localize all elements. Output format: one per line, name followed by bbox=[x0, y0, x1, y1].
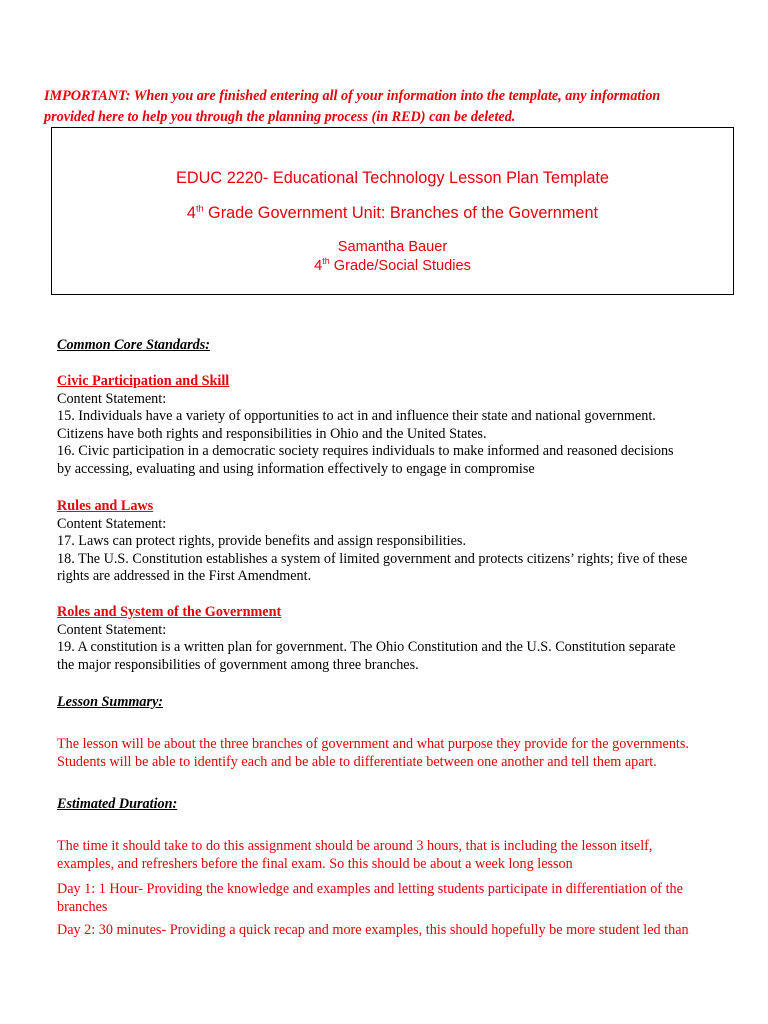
rules-line-2: 18. The U.S. Constitution establishes a system of limited government and protects citizens’ rights; five of these bbox=[57, 550, 688, 567]
grade-subject bbox=[52, 258, 733, 274]
grade-rest: Grade/Social Studies bbox=[329, 258, 471, 274]
duration-day-2 bbox=[57, 922, 737, 940]
day2-line-1: Day 2: 30 minutes- Providing a quick recap and more examples, this should hopefully be more student led than bbox=[57, 922, 689, 938]
roles-line-2: the major responsibilities of government among three branches. bbox=[57, 656, 419, 673]
author-name: Samantha Bauer bbox=[337, 239, 448, 255]
rules-section bbox=[57, 498, 737, 586]
rules-title: Rules and Laws bbox=[57, 498, 154, 514]
grade-sup: th bbox=[322, 256, 330, 267]
civic-content-label: Content Statement: bbox=[57, 390, 167, 407]
summary-line-1: The lesson will be about the three branches of government and what purpose they provide for the governments. bbox=[57, 736, 689, 752]
civic-section bbox=[57, 373, 737, 478]
important-notice bbox=[44, 86, 744, 128]
roles-section bbox=[57, 604, 737, 674]
roles-title: Roles and System of the Government bbox=[57, 604, 282, 620]
duration-day-1 bbox=[57, 881, 737, 916]
standards-heading bbox=[57, 337, 737, 355]
roles-line-1: 19. A constitution is a written plan for government. The Ohio Constitution and the U.S. Constitution separate bbox=[57, 639, 676, 655]
important-line-2: provided here to help you through the planning process (in RED) can be deleted. bbox=[44, 109, 516, 125]
lesson-header-box bbox=[51, 127, 734, 295]
template-title: EDUC 2220- Educational Technology Lesson Plan Template bbox=[176, 169, 609, 187]
duration-heading-text: Estimated Duration: bbox=[57, 796, 178, 812]
unit-rest: Grade Government Unit: Branches of the Government bbox=[203, 204, 599, 222]
standards-heading-text: Common Core Standards: bbox=[57, 337, 210, 353]
day1-line-2: branches bbox=[57, 898, 108, 915]
rules-line-1: 17. Laws can protect rights, provide benefits and assign responsibilities. bbox=[57, 533, 466, 549]
duration-intro bbox=[57, 838, 737, 873]
summary-line-2: Students will be able to identify each and be able to differentiate between one another and tell them apart. bbox=[57, 753, 657, 770]
lesson-summary-heading-text: Lesson Summary: bbox=[57, 694, 164, 710]
duration-intro-line-2: examples, and refreshers before the final exam. So this should be about a week long lesson bbox=[57, 855, 573, 872]
duration-intro-line-1: The time it should take to do this assignment should be around 3 hours, that is including the lesson itself, bbox=[57, 838, 653, 854]
civic-line-3: 16. Civic participation in a democratic society requires individuals to make informed and reasoned decisions bbox=[57, 443, 674, 459]
civic-line-1: 15. Individuals have a variety of opportunities to act in and influence their state and national government. bbox=[57, 408, 656, 424]
lesson-summary-heading bbox=[57, 694, 737, 712]
grade-prefix: 4 bbox=[314, 258, 323, 274]
important-line-1: IMPORTANT: When you are finished entering all of your information into the template, any information bbox=[44, 88, 661, 104]
roles-content-label: Content Statement: bbox=[57, 621, 167, 638]
unit-title bbox=[52, 204, 733, 223]
unit-sup: th bbox=[195, 203, 204, 214]
civic-title: Civic Participation and Skill bbox=[57, 373, 230, 389]
day1-line-1: Day 1: 1 Hour- Providing the knowledge and examples and letting students participate in differentiation of the bbox=[57, 881, 683, 897]
unit-prefix: 4 bbox=[186, 204, 196, 222]
duration-heading bbox=[57, 796, 737, 814]
rules-content-label: Content Statement: bbox=[57, 515, 167, 532]
civic-line-4: by accessing, evaluating and using information effectively to engage in compromise bbox=[57, 460, 535, 477]
lesson-summary-body bbox=[57, 736, 737, 771]
rules-line-3: rights are addressed in the First Amendment. bbox=[57, 568, 312, 584]
civic-line-2: Citizens have both rights and responsibilities in Ohio and the United States. bbox=[57, 425, 487, 442]
